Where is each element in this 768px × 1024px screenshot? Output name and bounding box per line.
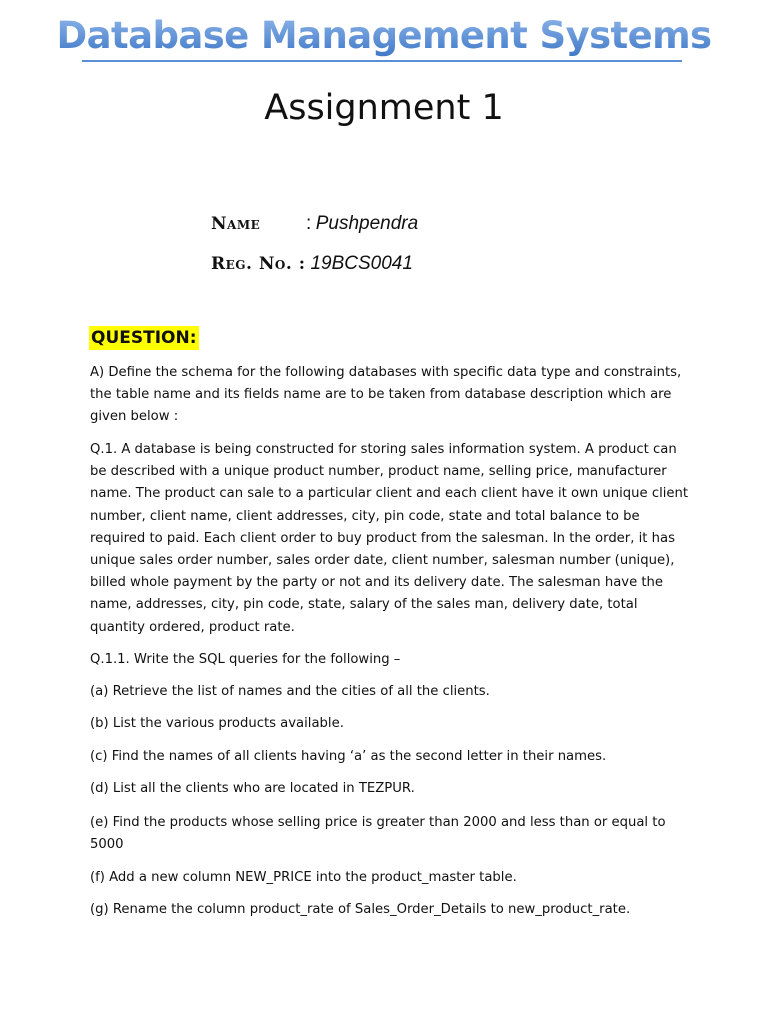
intro-paragraph: A) Define the schema for the following databases with specific data type and constraints, the table name and its fields name are to be taken from database description which are given below : (90, 365, 682, 425)
reg-label: Reg. No. : (211, 254, 306, 274)
question-1-1-paragraph: Q.1.1. Write the SQL queries for the following – (90, 652, 401, 667)
query-f: (f) Add a new column NEW_PRICE into the product_master table. (90, 870, 517, 885)
student-name-row (211, 213, 418, 237)
question-1-paragraph: Q.1. A database is being constructed for storing sales information system. A product can be described with a unique product number, product name, selling price, manufacturer name. The product can sale to a particular client and each client have it own unique client number, client name, client addresses, city, pin code, state and total balance to be required to paid. Each client order to buy product from the salesman. In the order, it has unique sales order number, sales order date, client number, salesman number (unique), billed whole payment by the party or not and its delivery date. The salesman have the name, addresses, city, pin code, state, salary of the sales man, delivery date, total quantity ordered, product rate. (90, 442, 689, 635)
query-c: (c) Find the names of all clients having ‘a’ as the second letter in their names. (90, 749, 607, 764)
document-title: Database Management Systems (0, 14, 768, 57)
assignment-title: Assignment 1 (264, 88, 504, 128)
name-separator: : (306, 213, 312, 234)
reg-number-value: 19BCS0041 (310, 253, 413, 274)
question-heading: QUESTION: (91, 328, 197, 348)
query-b: (b) List the various products available. (90, 716, 344, 731)
name-label: Name (211, 214, 261, 234)
student-name-value: Pushpendra (315, 213, 419, 234)
query-g: (g) Rename the column product_rate of Sales_Order_Details to new_product_rate. (90, 902, 631, 917)
query-d: (d) List all the clients who are located in TEZPUR. (90, 781, 415, 796)
query-e: (e) Find the products whose selling price is greater than 2000 and less than or equal to 5000 (90, 815, 666, 853)
student-reg-row (211, 253, 413, 277)
title-underline (82, 60, 682, 62)
query-a: (a) Retrieve the list of names and the cities of all the clients. (90, 684, 490, 699)
